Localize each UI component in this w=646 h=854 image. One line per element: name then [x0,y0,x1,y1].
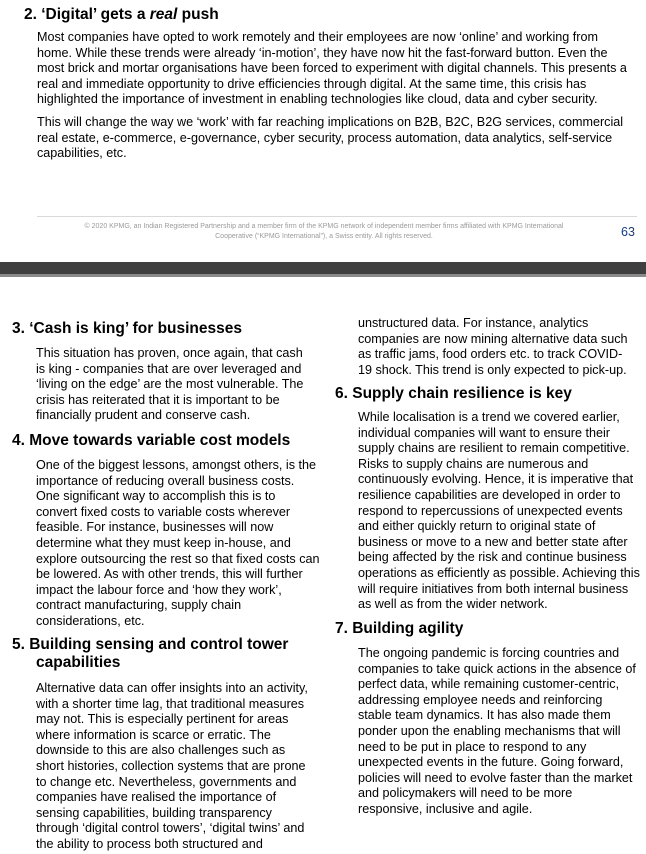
continued-body: unstructured data. For instance, analytics companies are now mining alternative data such as traffic jams, food orders etc. to track COVID-19 shock. This trend is only expected to pick-up. [358,316,628,377]
section-5-body: Alternative data can offer insights into an activity, with a shorter time lag, that traditional measures may not. This is especially pertinent for areas where information is scarce or erratic. The downside to this are also challenges such as short histories, collection systems that are prone to change etc. Nevertheless, governments and companies have realised the importance of sensing capabilities, building transparency through ‘digital control towers’, ‘digital twins’ and the ability to process both structured and [36,681,308,851]
copyright-line-1: © 2020 KPMG, an Indian Registered Partnership and a member firm of the KPMG network of independent member firms affiliated with KPMG International [84,223,564,230]
section-2 [24,6,636,24]
section-3-body: This situation has proven, once again, that cash is king - companies that are over leveraged and ‘living on the edge’ are the most vulnerable. The crisis has reiterated that it is important to be financially prudent and conserve cash. [36,346,304,423]
section-5-heading-line-2: capabilities [36,654,121,671]
page-separator [0,262,646,274]
section-7-heading: 7. Building agility [335,620,464,637]
footer-rule [37,216,637,217]
copyright-notice [50,222,598,242]
section-5-heading [12,636,322,672]
page-number: 63 [621,225,635,239]
section-7-body: The ongoing pandemic is forcing countries and companies to take quick actions in the absence of perfect data, while remaining customer-centric, addressing employee needs and reinforcing stable team dynamics. It has also made them ponder upon the enabling mechanisms that will need to be put in place to respond to any unexpected events in the future. Going forward, policies will need to evolve faster than the market and policymakers will need to be more responsive, inclusive and agile. [358,646,636,816]
page-separator-shadow [0,274,646,277]
section-2-heading [24,6,636,24]
section-6-body: While localisation is a trend we covered earlier, individual companies will want to ensure their supply chains are resilient to remain competitive. Risks to supply chains are numerous and continuously evolving. Hence, it is imperative that resilience capabilities are developed in order to respond to repercussions of unexpected events and either quickly return to original state of business or move to a new and better state after being affected by the risk and continue business operations as efficiently as possible. Achieving this will require initiatives from both internal business as well as from the wider network. [358,410,640,612]
heading-suffix: push [177,6,219,23]
section-5-heading-line-1: 5. Building sensing and control tower [12,636,289,653]
section-4-heading: 4. Move towards variable cost models [12,432,291,449]
section-2-paragraph-1: Most companies have opted to work remotely and their employees are now ‘online’ and working from home. While these trends were already ‘in-motion’, they have now hit the fast-forward button. Even the most brick and mortar organisations have been forced to experiment with digital channels. This presents a real and immediate opportunity to drive efficiencies through digital. At the same time, this crisis has highlighted the importance of investment in enabling technologies like cloud, data and cyber security. [37,30,627,107]
section-4-body: One of the biggest lessons, amongst others, is the importance of reducing overall business costs. One significant way to accomplish this is to convert fixed costs to variable costs wherever feasible. For instance, businesses will now determine what they must keep in-house, and explore outsourcing the rest so that fixed costs can be lowered. As with other trends, this will further impact the labour force and ‘how they work’, contract manufacturing, supply chain considerations, etc. [36,458,320,628]
section-3-heading: 3. ‘Cash is king’ for businesses [12,320,243,337]
heading-italic: real [149,6,178,23]
section-6-heading: 6. Supply chain resilience is key [335,385,572,402]
copyright-line-2: Cooperative (“KPMG International”), a Swiss entity. All rights reserved. [215,233,433,240]
heading-prefix: 2. ‘Digital’ gets a [24,6,150,23]
section-2-paragraph-2: This will change the way we ‘work’ with far reaching implications on B2B, B2C, B2G services, commercial real estate, e-commerce, e-governance, cyber security, process automation, data analytics, self-service capabilities, etc. [37,115,624,161]
